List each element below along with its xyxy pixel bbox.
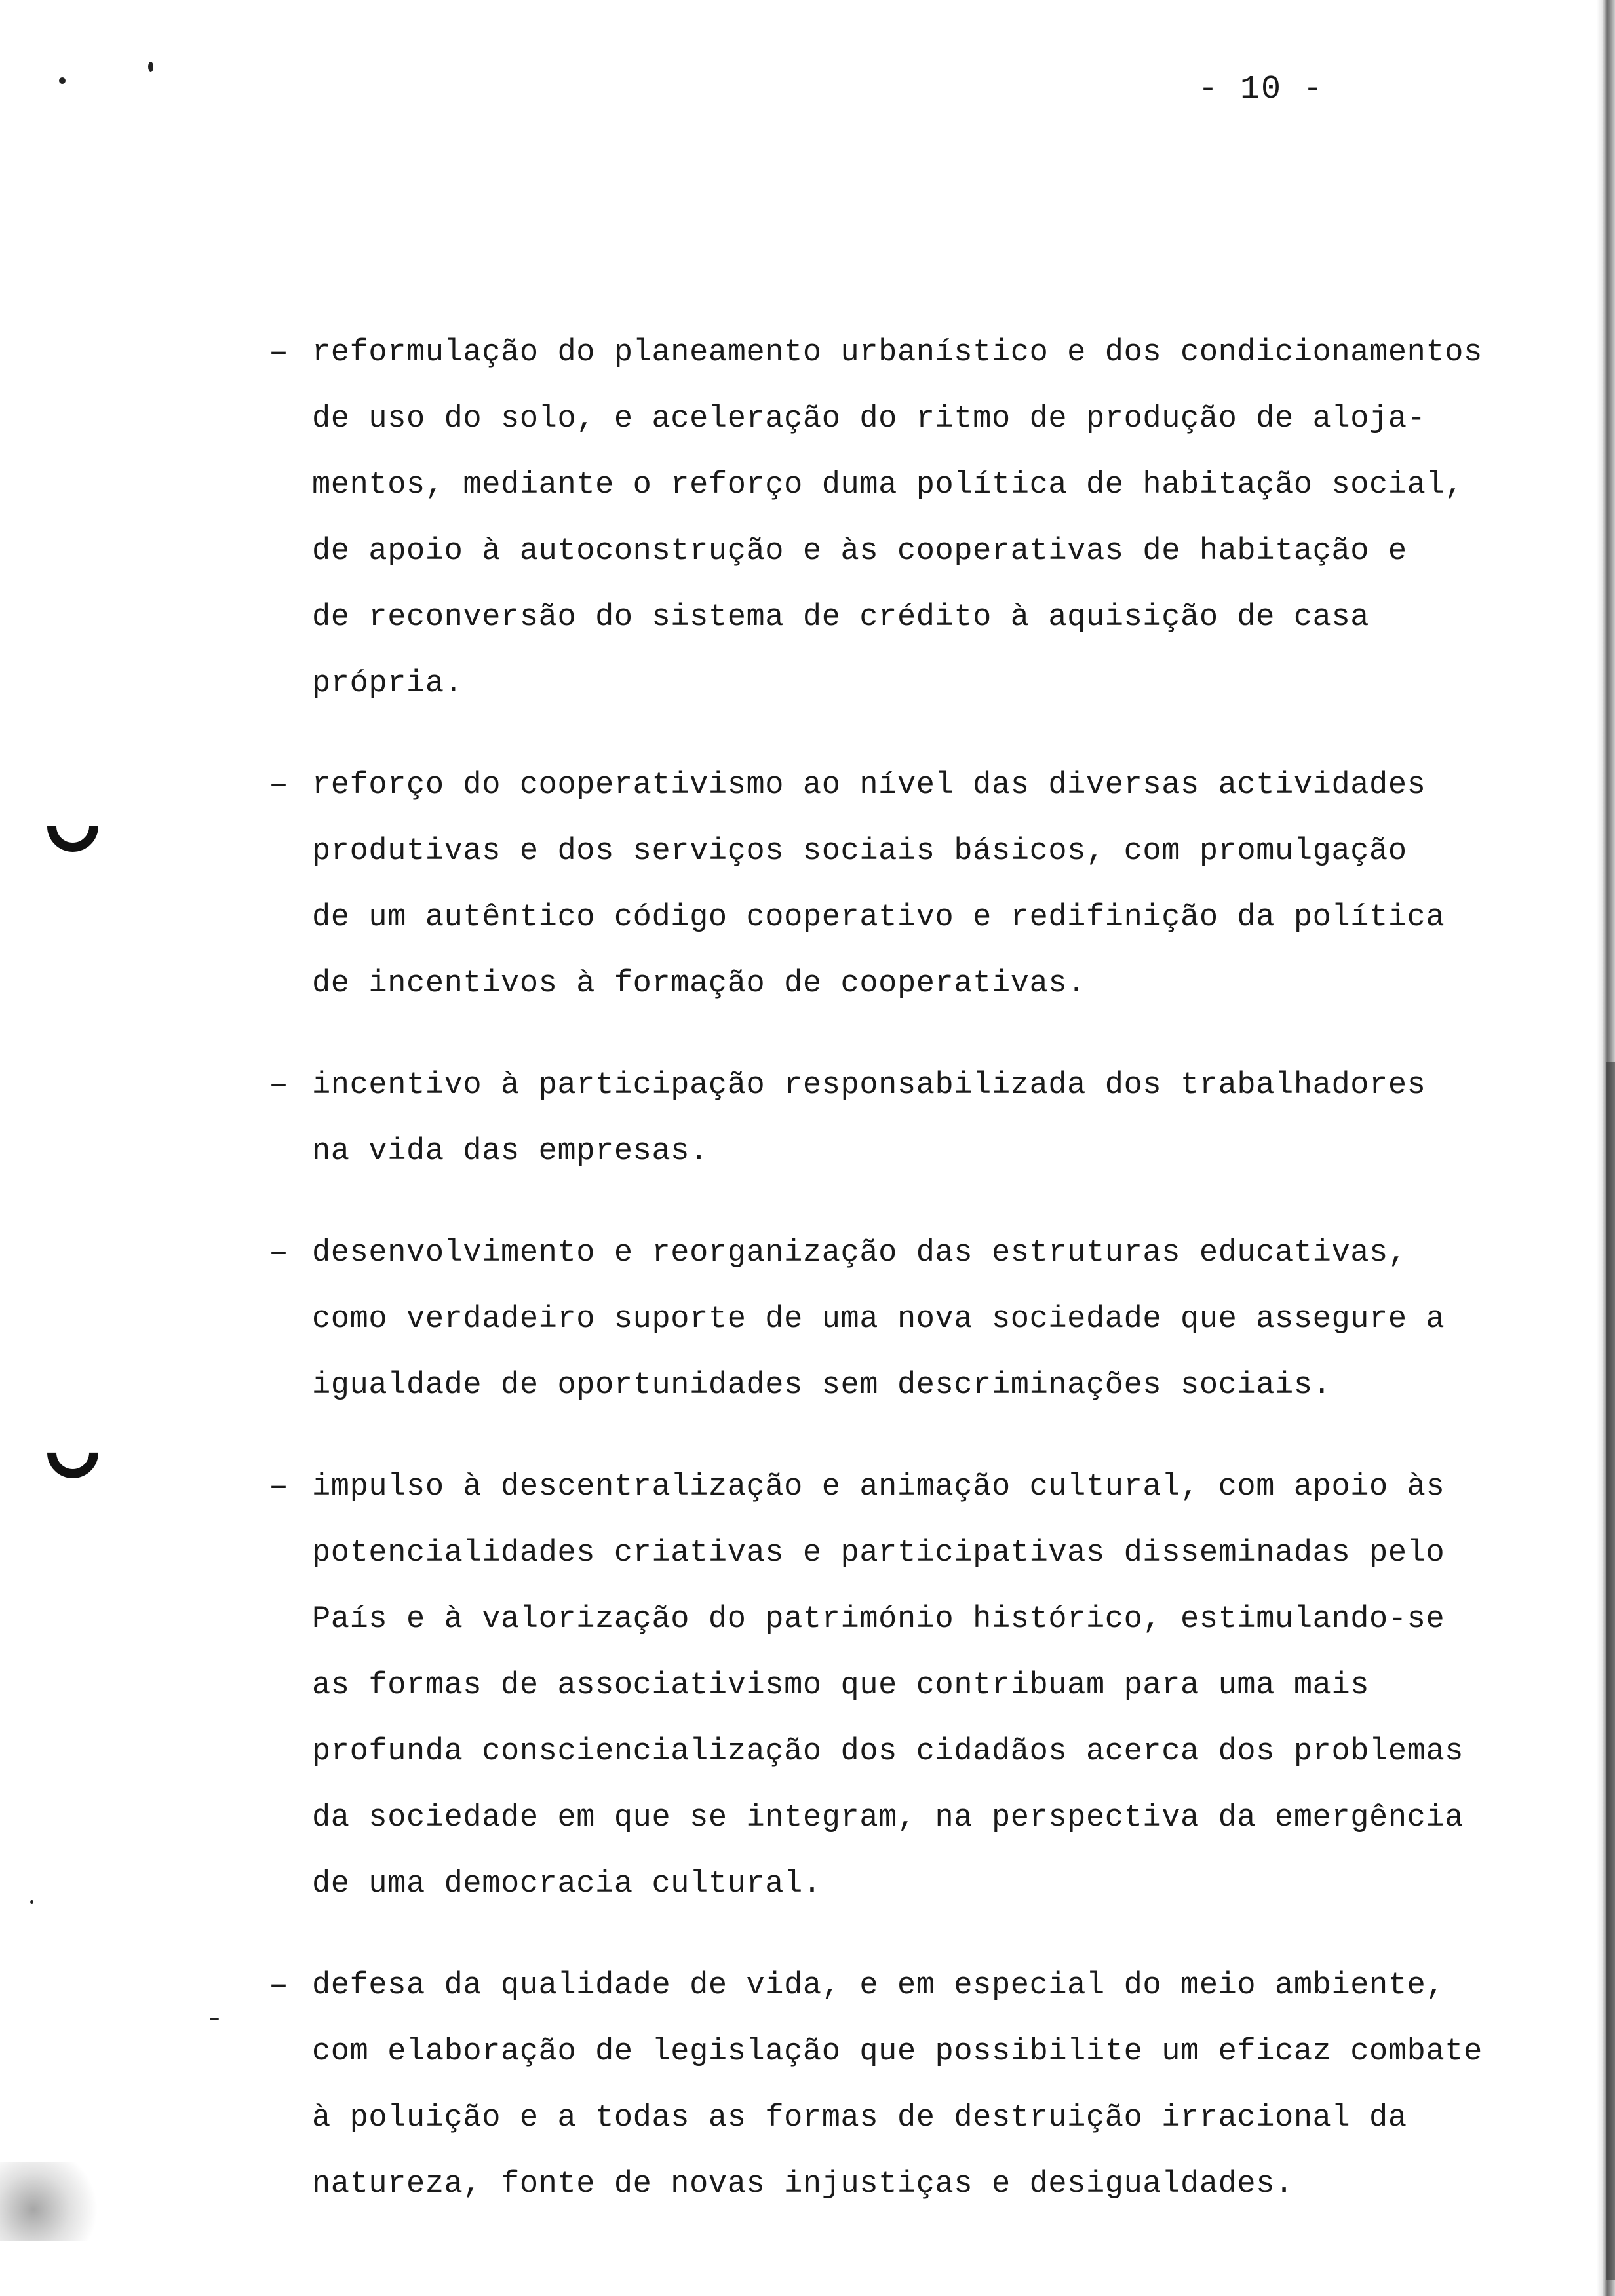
list-item bbox=[269, 1220, 1553, 1419]
text-line: igualdade de oportunidades sem descriminações sociais. bbox=[312, 1368, 1332, 1403]
bullet-dash: – bbox=[269, 334, 289, 372]
scan-speck bbox=[30, 1900, 33, 1904]
list-item bbox=[269, 1953, 1553, 2217]
text-line: País e à valorização do património histórico, estimulando-se bbox=[312, 1602, 1445, 1637]
text-line: potencialidades criativas e participativas disseminadas pelo bbox=[312, 1536, 1445, 1571]
text-line: profunda consciencialização dos cidadãos acerca dos problemas bbox=[312, 1734, 1464, 1769]
bullet-dash: – bbox=[269, 1234, 289, 1272]
text-line: mentos, mediante o reforço duma política de habitação social, bbox=[312, 468, 1464, 503]
bullet-dash: – bbox=[269, 767, 289, 804]
text-line: de uma democracia cultural. bbox=[312, 1867, 822, 1902]
scan-speck bbox=[148, 62, 153, 72]
list-item bbox=[269, 320, 1553, 717]
text-line: como verdadeiro suporte de uma nova sociedade que assegure a bbox=[312, 1302, 1445, 1337]
scan-speck bbox=[210, 2018, 219, 2020]
text-line: produtivas e dos serviços sociais básicos, com promulgação bbox=[312, 834, 1407, 869]
bullet-dash: – bbox=[269, 1067, 289, 1104]
text-line: da sociedade em que se integram, na perspectiva da emergência bbox=[312, 1801, 1464, 1835]
bullet-dash: – bbox=[269, 1967, 289, 2004]
text-line: de uso do solo, e aceleração do ritmo de produção de aloja- bbox=[312, 402, 1426, 436]
punch-hole-mark-top bbox=[37, 790, 109, 862]
scan-corner-noise bbox=[0, 2162, 111, 2241]
text-line: desenvolvimento e reorganização das estruturas educativas, bbox=[312, 1236, 1407, 1271]
text-line: de incentivos à formação de cooperativas. bbox=[312, 966, 1086, 1001]
list-item bbox=[269, 752, 1553, 1017]
text-line: de reconversão do sistema de crédito à aquisição de casa bbox=[312, 600, 1370, 635]
scan-page-edge-shadow bbox=[1606, 1062, 1615, 2280]
list-item bbox=[269, 1454, 1553, 1917]
text-line: própria. bbox=[312, 666, 463, 701]
text-line: impulso à descentralização e animação cultural, com apoio às bbox=[312, 1470, 1445, 1504]
text-line: as formas de associativismo que contribuam para uma mais bbox=[312, 1668, 1370, 1703]
text-line: na vida das empresas. bbox=[312, 1134, 709, 1169]
page-number: - 10 - bbox=[1198, 71, 1325, 108]
text-line: de apoio à autoconstrução e às cooperativas de habitação e bbox=[312, 534, 1407, 569]
bullet-list bbox=[269, 320, 1553, 2253]
bullet-dash: – bbox=[269, 1468, 289, 1506]
text-line: natureza, fonte de novas injustiças e desigualdades. bbox=[312, 2167, 1294, 2202]
scan-speck bbox=[59, 77, 66, 84]
text-line: incentivo à participação responsabilizada dos trabalhadores bbox=[312, 1068, 1426, 1103]
text-line: reforço do cooperativismo ao nível das diversas actividades bbox=[312, 768, 1426, 803]
text-line: reformulação do planeamento urbanístico e dos condicionamentos bbox=[312, 335, 1483, 370]
list-item bbox=[269, 1052, 1553, 1185]
text-line: de um autêntico código cooperativo e redifinição da política bbox=[312, 900, 1445, 935]
text-line: defesa da qualidade de vida, e em especial do meio ambiente, bbox=[312, 1968, 1445, 2003]
text-line: com elaboração de legislação que possibilite um eficaz combate bbox=[312, 2035, 1483, 2069]
text-line: à poluição e a todas as formas de destruição irracional da bbox=[312, 2101, 1407, 2135]
punch-hole-mark-bottom bbox=[37, 1417, 109, 1489]
